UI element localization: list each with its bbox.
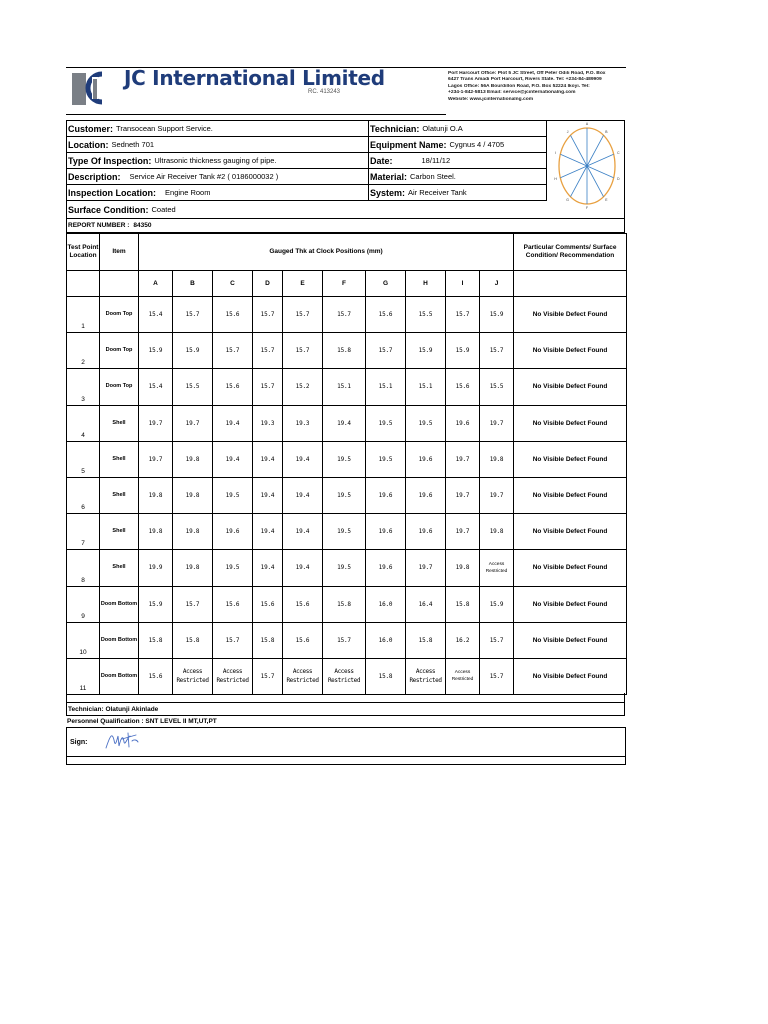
signature-box: [66, 727, 626, 757]
thickness-cell-a: 15.4: [139, 369, 173, 405]
thickness-cell-e: 19.4: [283, 441, 323, 477]
comment-cell: No Visible Defect Found: [514, 441, 627, 477]
comment-cell: No Visible Defect Found: [514, 333, 627, 369]
comment-cell: No Visible Defect Found: [514, 405, 627, 441]
rc-number: RC. 413243: [308, 89, 341, 95]
thickness-cell-h: 19.6: [406, 514, 446, 550]
blank-cell: [67, 271, 100, 297]
table-row: [67, 405, 627, 441]
inspection-location-value: Engine Room: [165, 188, 211, 197]
thickness-cell-f: Access Restricted: [323, 658, 366, 694]
clock-position-label: D: [617, 177, 620, 182]
thickness-cell-e: 15.7: [283, 297, 323, 333]
thickness-cell-h: 19.6: [406, 441, 446, 477]
clock-spoke: [587, 166, 604, 197]
thickness-cell-h: 19.5: [406, 405, 446, 441]
test-point-number: 3: [67, 369, 100, 405]
test-point-number: 7: [67, 514, 100, 550]
test-point-number: 2: [67, 333, 100, 369]
clock-position-label: B: [605, 130, 608, 135]
test-point-number: 11: [67, 658, 100, 694]
clock-spoke: [560, 166, 587, 178]
thickness-cell-b: 15.7: [173, 297, 213, 333]
material-value: Carbon Steel.: [410, 172, 456, 181]
contact-address-block: [448, 71, 628, 103]
clock-position-label: E: [605, 198, 608, 203]
clock-position-label: C: [617, 151, 620, 156]
technician-label: Technician:: [370, 123, 420, 134]
thickness-cell-g: 19.6: [366, 514, 406, 550]
thickness-cell-b: 19.8: [173, 441, 213, 477]
system-row: [369, 185, 547, 201]
thickness-cell-e: 15.2: [283, 369, 323, 405]
column-header-d: D: [253, 271, 283, 297]
thickness-cell-g: 16.0: [366, 586, 406, 622]
thickness-cell-b: 19.8: [173, 550, 213, 586]
thickness-gauging-table: [66, 233, 627, 695]
clock-position-label: I: [555, 151, 557, 156]
technician-row: [369, 121, 547, 137]
thickness-cell-f: 19.5: [323, 550, 366, 586]
thickness-cell-a: 19.7: [139, 405, 173, 441]
system-value: Air Receiver Tank: [408, 188, 467, 197]
thickness-cell-e: Access Restricted: [283, 658, 323, 694]
sign-label: Sign:: [70, 739, 88, 746]
inspection-location-label: Inspection Location:: [68, 187, 157, 198]
thickness-cell-i: Access Restricted: [446, 658, 480, 694]
thickness-cell-d: 15.7: [253, 297, 283, 333]
location-label: Location:: [68, 139, 109, 150]
header-gauged-thickness: Gauged Thk at Clock Positions (mm): [139, 234, 514, 271]
bottom-spacer-row: [66, 757, 626, 765]
item-cell: Doom Top: [100, 369, 139, 405]
report-number-label: REPORT NUMBER :: [68, 222, 130, 229]
column-header-e: E: [283, 271, 323, 297]
thickness-cell-g: 16.0: [366, 622, 406, 658]
thickness-cell-a: 19.9: [139, 550, 173, 586]
thickness-cell-h: 15.9: [406, 333, 446, 369]
item-cell: Shell: [100, 550, 139, 586]
clock-spoke: [587, 135, 604, 166]
thickness-cell-g: 15.1: [366, 369, 406, 405]
thickness-cell-i: 19.8: [446, 550, 480, 586]
blank-cell: [514, 271, 627, 297]
thickness-cell-j: 15.5: [480, 369, 514, 405]
column-header-j: J: [480, 271, 514, 297]
thickness-cell-j: 15.9: [480, 586, 514, 622]
thickness-cell-a: 15.8: [139, 622, 173, 658]
table-row: [67, 550, 627, 586]
customer-row: [67, 121, 369, 137]
clock-position-label: G: [566, 198, 569, 203]
clock-spoke: [587, 166, 614, 178]
table-row: [67, 586, 627, 622]
thickness-cell-a: 15.6: [139, 658, 173, 694]
table-spacer-row: [66, 693, 625, 703]
thickness-cell-c: 15.7: [213, 333, 253, 369]
item-cell: Doom Top: [100, 297, 139, 333]
handwritten-signature: [104, 730, 140, 752]
column-header-b: B: [173, 271, 213, 297]
thickness-cell-i: 19.7: [446, 477, 480, 513]
thickness-cell-d: 19.4: [253, 441, 283, 477]
thickness-cell-d: 15.7: [253, 369, 283, 405]
thickness-cell-b: 15.9: [173, 333, 213, 369]
thickness-cell-g: 19.6: [366, 477, 406, 513]
item-cell: Shell: [100, 441, 139, 477]
table-row: [67, 477, 627, 513]
thickness-cell-b: Access Restricted: [173, 658, 213, 694]
thickness-cell-b: 15.7: [173, 586, 213, 622]
comment-cell: No Visible Defect Found: [514, 514, 627, 550]
date-value: 18/11/12: [421, 156, 451, 165]
thickness-cell-j: 19.7: [480, 477, 514, 513]
item-cell: Doom Bottom: [100, 658, 139, 694]
equipment-row: [369, 137, 547, 153]
item-cell: Doom Top: [100, 333, 139, 369]
thickness-cell-d: 15.6: [253, 586, 283, 622]
clock-spoke: [571, 166, 588, 197]
thickness-cell-e: 15.7: [283, 333, 323, 369]
thickness-cell-c: 19.4: [213, 405, 253, 441]
thickness-cell-f: 15.7: [323, 622, 366, 658]
item-cell: Doom Bottom: [100, 622, 139, 658]
comment-cell: No Visible Defect Found: [514, 622, 627, 658]
thickness-cell-d: 19.4: [253, 477, 283, 513]
thickness-cell-i: 19.7: [446, 514, 480, 550]
thickness-cell-g: 19.6: [366, 550, 406, 586]
table-row: [67, 297, 627, 333]
company-logo: [72, 69, 120, 107]
thickness-cell-f: 15.7: [323, 297, 366, 333]
thickness-cell-b: 19.7: [173, 405, 213, 441]
clock-spoke: [587, 154, 614, 166]
header-item: Item: [100, 234, 139, 271]
column-header-h: H: [406, 271, 446, 297]
thickness-cell-a: 15.4: [139, 297, 173, 333]
thickness-cell-h: 16.4: [406, 586, 446, 622]
thickness-cell-j: 15.9: [480, 297, 514, 333]
thickness-cell-i: 15.9: [446, 333, 480, 369]
technician-value: Olatunji O.A: [422, 124, 463, 133]
thickness-cell-d: 15.7: [253, 658, 283, 694]
material-row: [369, 169, 547, 185]
test-point-number: 9: [67, 586, 100, 622]
thickness-cell-g: 19.5: [366, 441, 406, 477]
clock-position-diagram: [546, 120, 626, 218]
thickness-cell-i: 19.6: [446, 405, 480, 441]
thickness-cell-f: 15.8: [323, 586, 366, 622]
item-cell: Shell: [100, 514, 139, 550]
surface-condition-row: [67, 201, 547, 218]
thickness-cell-b: 19.8: [173, 477, 213, 513]
thickness-cell-d: 19.4: [253, 550, 283, 586]
thickness-cell-i: 19.7: [446, 441, 480, 477]
contact-line: 6427 Trans Amadi Port Harcourt, Rivers State. Tel: +234-84-489909: [448, 77, 602, 83]
thickness-cell-f: 19.5: [323, 477, 366, 513]
thickness-cell-a: 15.9: [139, 333, 173, 369]
comment-cell: No Visible Defect Found: [514, 586, 627, 622]
thickness-cell-j: 15.7: [480, 622, 514, 658]
report-number-row: [66, 219, 625, 233]
thickness-cell-j: Access Restricted: [480, 550, 514, 586]
thickness-cell-j: 19.8: [480, 514, 514, 550]
thickness-cell-e: 15.6: [283, 622, 323, 658]
thickness-cell-e: 19.4: [283, 514, 323, 550]
thickness-cell-i: 15.7: [446, 297, 480, 333]
thickness-cell-e: 19.3: [283, 405, 323, 441]
item-cell: Shell: [100, 477, 139, 513]
thickness-cell-f: 15.1: [323, 369, 366, 405]
table-header-row: [67, 234, 627, 271]
header-comments: Particular Comments/ Surface Condition/ Recommendation: [514, 234, 627, 271]
thickness-cell-g: 19.5: [366, 405, 406, 441]
thickness-cell-d: 15.7: [253, 333, 283, 369]
system-label: System:: [370, 187, 406, 198]
column-header-a: A: [139, 271, 173, 297]
item-cell: Doom Bottom: [100, 586, 139, 622]
table-row: [67, 514, 627, 550]
thickness-cell-g: 15.7: [366, 333, 406, 369]
clock-position-label: F: [585, 206, 589, 211]
thickness-cell-d: 15.8: [253, 622, 283, 658]
thickness-cell-h: Access Restricted: [406, 658, 446, 694]
surface-condition-label: Surface Condition:: [68, 204, 149, 215]
thickness-cell-h: 19.6: [406, 477, 446, 513]
clock-position-label: A: [585, 122, 589, 127]
column-header-f: F: [323, 271, 366, 297]
location-value: Sedneth 701: [111, 140, 155, 149]
technician-footer: Technician: Olatunji Akinlade: [66, 703, 625, 716]
description-value: Service Air Receiver Tank #2 ( 0186000032 ): [129, 172, 279, 181]
thickness-cell-b: 19.8: [173, 514, 213, 550]
company-name: JC International Limited: [124, 66, 385, 90]
description-label: Description:: [68, 171, 121, 182]
surface-condition-value: Coated: [151, 205, 176, 214]
clock-position-label: J: [566, 130, 569, 135]
thickness-cell-g: 15.8: [366, 658, 406, 694]
table-row: [67, 441, 627, 477]
thickness-cell-a: 19.7: [139, 441, 173, 477]
thickness-cell-i: 15.8: [446, 586, 480, 622]
thickness-cell-g: 15.6: [366, 297, 406, 333]
test-point-number: 1: [67, 297, 100, 333]
comment-cell: No Visible Defect Found: [514, 297, 627, 333]
thickness-cell-c: 15.6: [213, 297, 253, 333]
comment-cell: No Visible Defect Found: [514, 550, 627, 586]
test-point-number: 8: [67, 550, 100, 586]
thickness-cell-c: 15.7: [213, 622, 253, 658]
contact-line: Port Harcourt Office: Plot 5 JC Street, Off Peter Odili Road, P.O. Box: [448, 71, 606, 76]
test-point-number: 4: [67, 405, 100, 441]
location-row: [67, 137, 369, 153]
thickness-cell-j: 15.7: [480, 333, 514, 369]
clock-spoke: [560, 154, 587, 166]
item-cell: Shell: [100, 405, 139, 441]
date-row: [369, 153, 547, 169]
thickness-cell-e: 15.6: [283, 586, 323, 622]
thickness-cell-h: 15.5: [406, 297, 446, 333]
inspection-location-row: [67, 185, 369, 201]
thickness-cell-b: 15.5: [173, 369, 213, 405]
table-row: [67, 622, 627, 658]
thickness-cell-c: 19.5: [213, 477, 253, 513]
thickness-cell-j: 15.7: [480, 658, 514, 694]
thickness-cell-f: 19.5: [323, 441, 366, 477]
test-point-number: 10: [67, 622, 100, 658]
table-row: [67, 369, 627, 405]
customer-value: Transocean Support Service.: [116, 124, 213, 133]
date-label: Date:: [370, 155, 393, 166]
contact-line: Lagos Office: 56A Bourdillon Road, P.O. Box 52224 Ikoyi. Tel:: [448, 83, 590, 89]
column-header-g: G: [366, 271, 406, 297]
thickness-cell-c: 15.6: [213, 586, 253, 622]
thickness-cell-i: 15.6: [446, 369, 480, 405]
inspection-info-block: [66, 120, 625, 219]
header-divider: [66, 114, 446, 115]
thickness-cell-d: 19.4: [253, 514, 283, 550]
personnel-qualification: Personnel Qualification : SNT LEVEL II MT,UT,PT: [67, 718, 217, 725]
clock-spoke: [571, 135, 588, 166]
thickness-cell-j: 19.7: [480, 405, 514, 441]
test-point-number: 6: [67, 477, 100, 513]
description-row: [67, 169, 369, 185]
column-header-c: C: [213, 271, 253, 297]
inspection-type-value: Ultrasonic thickness gauging of pipe.: [154, 156, 277, 165]
thickness-cell-c: 19.4: [213, 441, 253, 477]
clock-position-label: H: [554, 177, 557, 182]
contact-line: +234-1-842-5813 Email: service@jcinternationalng.com: [448, 90, 576, 96]
report-number-value: 84350: [133, 222, 152, 229]
thickness-cell-e: 19.4: [283, 477, 323, 513]
column-header-i: I: [446, 271, 480, 297]
contact-line: Website: www.jcinternationalng.com: [448, 96, 534, 102]
comment-cell: No Visible Defect Found: [514, 369, 627, 405]
header-test-point: Test Point Location: [67, 234, 100, 271]
thickness-cell-f: 19.4: [323, 405, 366, 441]
table-row: [67, 658, 627, 694]
thickness-cell-e: 19.4: [283, 550, 323, 586]
thickness-cell-d: 19.3: [253, 405, 283, 441]
material-label: Material:: [370, 171, 408, 182]
thickness-cell-f: 15.8: [323, 333, 366, 369]
inspection-type-row: [67, 153, 369, 169]
comment-cell: No Visible Defect Found: [514, 477, 627, 513]
thickness-cell-h: 19.7: [406, 550, 446, 586]
column-letters-row: [67, 271, 627, 297]
thickness-cell-j: 19.8: [480, 441, 514, 477]
thickness-cell-c: 19.6: [213, 514, 253, 550]
equipment-label: Equipment Name:: [370, 139, 447, 150]
thickness-cell-a: 19.8: [139, 514, 173, 550]
equipment-value: Cygnus 4 / 4705: [449, 140, 505, 149]
customer-label: Customer:: [68, 123, 114, 134]
thickness-cell-i: 16.2: [446, 622, 480, 658]
test-point-number: 5: [67, 441, 100, 477]
thickness-cell-a: 15.9: [139, 586, 173, 622]
thickness-cell-c: 19.5: [213, 550, 253, 586]
thickness-cell-h: 15.8: [406, 622, 446, 658]
thickness-cell-c: 15.6: [213, 369, 253, 405]
blank-cell: [100, 271, 139, 297]
thickness-cell-h: 15.1: [406, 369, 446, 405]
thickness-cell-a: 19.8: [139, 477, 173, 513]
thickness-cell-f: 19.5: [323, 514, 366, 550]
comment-cell: No Visible Defect Found: [514, 658, 627, 694]
table-row: [67, 333, 627, 369]
thickness-cell-b: 15.8: [173, 622, 213, 658]
thickness-cell-c: Access Restricted: [213, 658, 253, 694]
inspection-type-label: Type Of Inspection:: [68, 155, 152, 166]
